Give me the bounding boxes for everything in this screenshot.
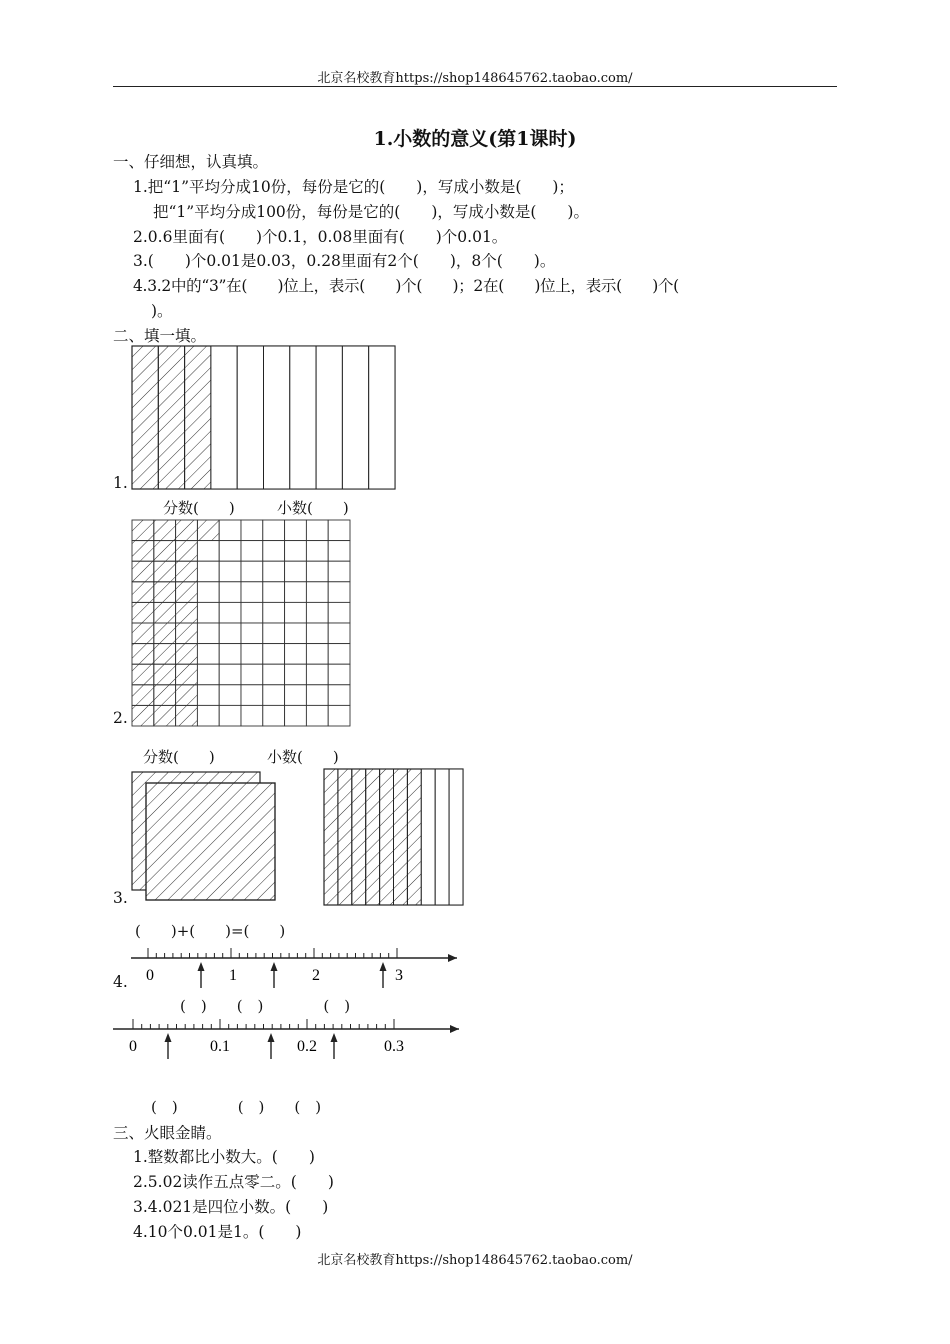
question-4b: )。 — [151, 302, 173, 320]
grid-cell — [197, 541, 219, 562]
grid-cell — [197, 644, 219, 665]
grid-cell — [219, 602, 241, 623]
strip-7 — [290, 346, 316, 489]
grid-cell — [241, 685, 263, 706]
grid-cell — [219, 705, 241, 726]
strip-7 — [407, 769, 421, 905]
grid-cell — [176, 664, 198, 685]
section1-heading: 一、仔细想，认真填。 — [113, 153, 269, 171]
grid-cell — [263, 602, 285, 623]
grid-cell — [306, 644, 328, 665]
strip-3 — [185, 346, 211, 489]
grid-cell — [306, 623, 328, 644]
strip-10 — [369, 346, 395, 489]
grid-cell — [241, 602, 263, 623]
page-title: 1.小数的意义(第1课时) — [373, 128, 577, 150]
strip-3 — [352, 769, 366, 905]
grid-cell — [285, 623, 307, 644]
grid-cell — [306, 664, 328, 685]
question-1a: 1.把“1”平均分成10份，每份是它的( )，写成小数是( )； — [133, 178, 574, 196]
grid-cell — [285, 520, 307, 541]
grid-cell — [328, 644, 350, 665]
grid-cell — [154, 664, 176, 685]
item4-line2-blanks: ( ) ( ) ( ) — [151, 1098, 322, 1116]
grid-cell — [285, 664, 307, 685]
grid-cell — [176, 644, 198, 665]
axis-arrowhead — [450, 1025, 459, 1033]
question-4a: 4.3.2中的“3”在( )位上，表示( )个( )；2在( )位上，表示( )个( — [133, 277, 679, 295]
tick-label: 3 — [395, 967, 403, 984]
grid-cell — [241, 705, 263, 726]
grid-cell — [219, 561, 241, 582]
grid-cell — [219, 664, 241, 685]
grid-cell — [328, 705, 350, 726]
strip-diagram-right — [323, 768, 464, 906]
strip-4 — [366, 769, 380, 905]
grid-cell — [132, 582, 154, 603]
grid-cell — [132, 685, 154, 706]
strip-1 — [132, 346, 158, 489]
grid-cell — [219, 685, 241, 706]
grid-cell — [306, 582, 328, 603]
strip-6 — [394, 769, 408, 905]
number-line-tenths — [113, 1015, 461, 1070]
pointer-arrowhead — [165, 1033, 172, 1042]
pointer-arrowhead — [268, 1033, 275, 1042]
grid-cell — [263, 664, 285, 685]
grid-cell — [328, 582, 350, 603]
grid-cell — [132, 561, 154, 582]
tick-label: 2 — [312, 967, 320, 984]
item1-number: 1. — [113, 474, 128, 492]
grid-cell — [197, 685, 219, 706]
grid-cell — [197, 705, 219, 726]
number-line-integers — [131, 940, 461, 990]
grid-cell — [263, 623, 285, 644]
page-header: 北京名校教育https://shop148645762.taobao.com/ — [317, 71, 633, 86]
grid-cell — [219, 644, 241, 665]
grid-cell — [285, 582, 307, 603]
grid-cell — [154, 561, 176, 582]
strip-8 — [316, 346, 342, 489]
grid-cell — [176, 623, 198, 644]
strip-2 — [338, 769, 352, 905]
grid-cell — [241, 623, 263, 644]
header-rule — [113, 86, 837, 87]
grid-cell — [263, 705, 285, 726]
grid-cell — [132, 541, 154, 562]
judgement-item-3: 3.4.021是四位小数。( ) — [133, 1198, 329, 1216]
grid-cell — [306, 685, 328, 706]
grid-cell — [176, 541, 198, 562]
strip-5 — [237, 346, 263, 489]
item4-line1-blanks: ( ) ( ) ( ) — [180, 997, 351, 1015]
grid-cell — [176, 582, 198, 603]
judgement-item-2: 2.5.02读作五点零二。( ) — [133, 1173, 334, 1191]
grid-cell — [154, 623, 176, 644]
strip-9 — [435, 769, 449, 905]
grid-cell — [154, 582, 176, 603]
grid-cell — [306, 602, 328, 623]
tick-label: 0 — [146, 967, 154, 984]
item1-decimal-label: 小数( ) — [277, 499, 349, 517]
question-2: 2.0.6里面有( )个0.1，0.08里面有( )个0.01。 — [133, 228, 508, 246]
grid-cell — [197, 623, 219, 644]
pointer-arrowhead — [380, 962, 387, 971]
grid-cell — [285, 685, 307, 706]
question-1b: 把“1”平均分成100份，每份是它的( )，写成小数是( )。 — [153, 203, 589, 221]
grid-diagram-hundredths — [131, 519, 351, 726]
grid-cell — [263, 520, 285, 541]
question-3: 3.( )个0.01是0.03，0.28里面有2个( )，8个( )。 — [133, 252, 556, 270]
grid-cell — [241, 644, 263, 665]
judgement-item-1: 1.整数都比小数大。( ) — [133, 1148, 315, 1166]
section2-heading: 二、填一填。 — [113, 327, 207, 345]
tick-label: 0.1 — [210, 1038, 230, 1055]
grid-cell — [176, 561, 198, 582]
tick-label: 0.3 — [384, 1038, 404, 1055]
grid-cell — [328, 602, 350, 623]
strip-4 — [211, 346, 237, 489]
grid-cell — [263, 644, 285, 665]
grid-cell — [328, 664, 350, 685]
judgement-item-4: 4.10个0.01是1。( ) — [133, 1223, 302, 1241]
grid-cell — [285, 644, 307, 665]
grid-cell — [219, 582, 241, 603]
grid-cell — [176, 520, 198, 541]
two-squares-diagram — [131, 771, 277, 902]
grid-cell — [132, 623, 154, 644]
grid-cell — [263, 561, 285, 582]
grid-cell — [154, 644, 176, 665]
grid-cell — [197, 582, 219, 603]
grid-cell — [197, 561, 219, 582]
strip-10 — [449, 769, 463, 905]
grid-cell — [328, 623, 350, 644]
grid-cell — [328, 541, 350, 562]
grid-cell — [306, 520, 328, 541]
item3-number: 3. — [113, 889, 128, 907]
item3-sum-label: ( )+( )=( ) — [135, 922, 286, 940]
pointer-arrowhead — [331, 1033, 338, 1042]
pointer-arrowhead — [198, 962, 205, 971]
grid-cell — [197, 520, 219, 541]
grid-cell — [132, 520, 154, 541]
grid-cell — [241, 520, 263, 541]
grid-cell — [328, 561, 350, 582]
grid-cell — [328, 520, 350, 541]
grid-cell — [154, 685, 176, 706]
strip-2 — [158, 346, 184, 489]
grid-cell — [176, 685, 198, 706]
grid-cell — [241, 664, 263, 685]
grid-cell — [197, 664, 219, 685]
item2-decimal-label: 小数( ) — [267, 748, 339, 766]
strip-9 — [342, 346, 368, 489]
grid-cell — [132, 602, 154, 623]
section3-heading: 三、火眼金睛。 — [113, 1124, 222, 1142]
grid-cell — [285, 561, 307, 582]
grid-cell — [219, 520, 241, 541]
grid-cell — [263, 685, 285, 706]
tick-label: 0 — [129, 1038, 137, 1055]
grid-cell — [132, 664, 154, 685]
strip-6 — [264, 346, 290, 489]
grid-cell — [263, 582, 285, 603]
grid-cell — [154, 705, 176, 726]
item1-fraction-label: 分数( ) — [163, 499, 235, 517]
grid-cell — [241, 541, 263, 562]
grid-cell — [263, 541, 285, 562]
grid-cell — [154, 541, 176, 562]
item4-number: 4. — [113, 973, 128, 991]
grid-cell — [197, 602, 219, 623]
grid-cell — [328, 685, 350, 706]
tick-label: 0.2 — [297, 1038, 317, 1055]
grid-cell — [132, 644, 154, 665]
pointer-arrowhead — [271, 962, 278, 971]
grid-cell — [219, 623, 241, 644]
strip-8 — [421, 769, 435, 905]
item2-number: 2. — [113, 709, 128, 727]
grid-cell — [306, 541, 328, 562]
strip-1 — [324, 769, 338, 905]
tick-label: 1 — [229, 967, 237, 984]
grid-cell — [306, 561, 328, 582]
grid-cell — [306, 705, 328, 726]
grid-cell — [241, 582, 263, 603]
grid-cell — [154, 520, 176, 541]
grid-cell — [154, 602, 176, 623]
grid-cell — [176, 705, 198, 726]
page-footer: 北京名校教育https://shop148645762.taobao.com/ — [317, 1253, 633, 1268]
grid-cell — [241, 561, 263, 582]
grid-cell — [285, 602, 307, 623]
strip-5 — [380, 769, 394, 905]
axis-arrowhead — [448, 954, 457, 962]
item2-fraction-label: 分数( ) — [143, 748, 215, 766]
grid-cell — [132, 705, 154, 726]
grid-cell — [176, 602, 198, 623]
grid-cell — [285, 705, 307, 726]
strip-diagram-tenths — [131, 345, 396, 490]
grid-cell — [219, 541, 241, 562]
grid-cell — [285, 541, 307, 562]
